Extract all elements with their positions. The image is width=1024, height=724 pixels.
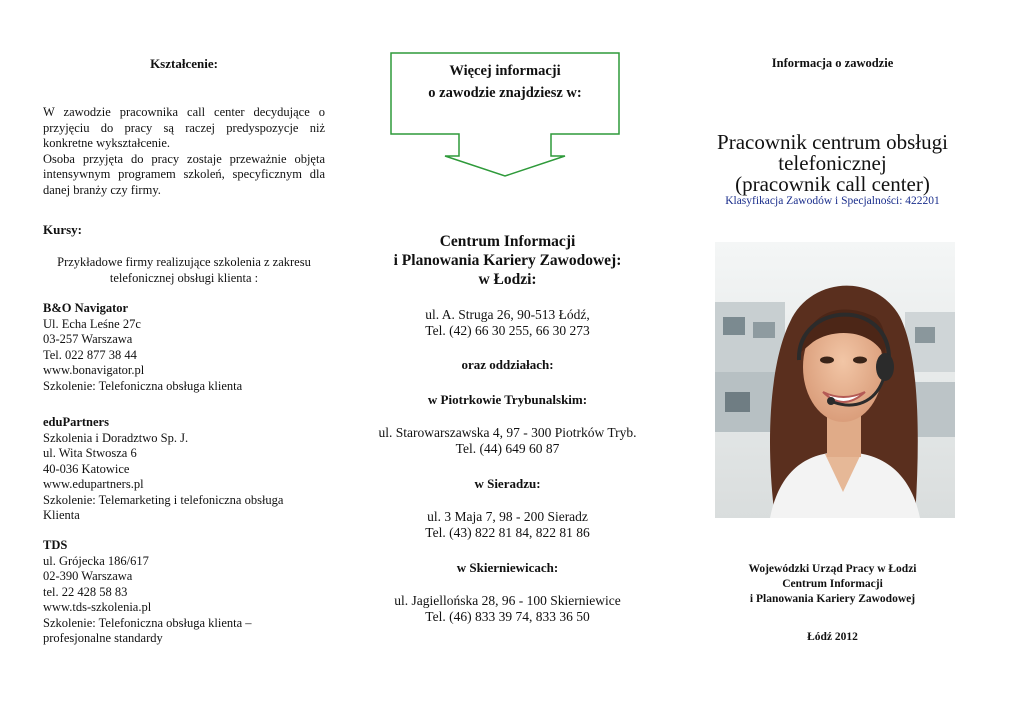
company-bo-navigator	[43, 301, 325, 394]
organisation-line-1: Wojewódzki Urząd Pracy w Łodzi	[748, 563, 917, 575]
company-website: www.edupartners.pl	[43, 477, 144, 491]
info-heading: Informacja o zawodzie	[771, 56, 894, 70]
job-title-line-3: (pracownik call center)	[735, 172, 930, 196]
education-text-2: Osoba przyjęta do pracy zostaje przeważnie objęta intensywnym programem szkoleń, specyficznym dla danej branży czy firmy.	[43, 151, 325, 197]
centre-title-line-1: Centrum Informacji	[439, 233, 576, 250]
company-city: 40-036 Katowice	[43, 461, 130, 476]
branch-city-sieradz: w Sieradzu:	[474, 476, 541, 491]
arrow-line-2: o zawodzie znajdziesz w:	[428, 85, 582, 101]
centre-title-line-3: w Łodzi:	[478, 271, 537, 288]
company-training: Szkolenie: Telefoniczna obsługa klienta –	[43, 615, 252, 630]
branch-address: ul. 3 Maja 7, 98 - 200 Sieradz	[427, 509, 588, 524]
branch-piotrkow	[355, 425, 660, 457]
company-subtitle: Szkolenia i Doradztwo Sp. J.	[43, 430, 189, 445]
job-title	[690, 132, 975, 195]
company-training-cont: Klienta	[43, 508, 80, 522]
company-website: www.tds-szkolenia.pl	[43, 600, 152, 614]
branch-address: ul. Starowarszawska 4, 97 - 300 Piotrków Tryb.	[378, 425, 637, 440]
organisation-line-3: i Planowania Kariery Zawodowej	[749, 593, 916, 605]
company-address: ul. Wita Stwosza 6	[43, 446, 137, 460]
company-name: eduPartners	[43, 415, 109, 429]
branches-heading: oraz oddziałach:	[461, 357, 554, 372]
branch-city-skierniewice: w Skierniewicach:	[456, 560, 559, 575]
place-and-year: Łódź 2012	[807, 631, 858, 643]
education-heading: Kształcenie:	[150, 56, 218, 71]
company-address: Ul. Echa Leśne 27c	[43, 316, 141, 331]
arrow-callout-text	[390, 60, 620, 104]
main-phone: Tel. (42) 66 30 255, 66 30 273	[425, 323, 590, 338]
company-training-cont: profesjonalne standardy	[43, 631, 163, 645]
education-text	[43, 105, 325, 198]
arrow-callout	[390, 52, 620, 178]
company-website: www.bonavigator.pl	[43, 363, 145, 377]
branch-phone: Tel. (46) 833 39 74, 833 36 50	[425, 609, 590, 624]
company-address: ul. Grójecka 186/617	[43, 553, 149, 568]
company-edupartners	[43, 415, 325, 524]
job-title-line-2: telefonicznej	[778, 151, 887, 175]
arrow-line-1: Więcej informacji	[449, 63, 561, 79]
company-tds	[43, 538, 325, 647]
company-phone: tel. 22 428 58 83	[43, 584, 128, 599]
courses-heading: Kursy:	[43, 222, 82, 237]
organisation	[690, 562, 975, 607]
company-phone: Tel. 022 877 38 44	[43, 347, 137, 362]
branch-city-piotrkow: w Piotrkowie Trybunalskim:	[427, 392, 588, 407]
call-center-agent-photo	[715, 242, 955, 518]
branch-phone: Tel. (44) 649 60 87	[455, 441, 560, 456]
centre-title	[355, 232, 660, 289]
branch-sieradz	[355, 509, 660, 541]
branch-phone: Tel. (43) 822 81 84, 822 81 86	[425, 525, 590, 540]
education-text-1: W zawodzie pracownika call center decydujące o przyjęciu do pracy są raczej predyspozycje niż konkretne wykształcenie.	[43, 105, 325, 150]
organisation-line-2: Centrum Informacji	[782, 578, 883, 590]
branch-skierniewice	[355, 593, 660, 625]
centre-title-line-2: i Planowania Kariery Zawodowej:	[393, 252, 622, 269]
company-training: Szkolenie: Telemarketing i telefoniczna obsługa	[43, 492, 284, 507]
company-city: 03-257 Warszawa	[43, 332, 133, 346]
courses-intro: Przykładowe firmy realizujące szkolenia z zakresu telefonicznej obsługi klienta :	[57, 255, 311, 285]
main-address-block	[355, 307, 660, 339]
company-name: B&O Navigator	[43, 301, 129, 315]
main-address: ul. A. Struga 26, 90-513 Łódź,	[425, 307, 590, 322]
photo-illustration	[715, 242, 955, 518]
branch-address: ul. Jagiellońska 28, 96 - 100 Skierniewice	[394, 593, 621, 608]
classification-code: Klasyfikacja Zawodów i Specjalności: 422201	[725, 195, 940, 207]
company-city: 02-390 Warszawa	[43, 569, 133, 583]
job-title-line-1: Pracownik centrum obsługi	[717, 130, 948, 154]
company-training: Szkolenie: Telefoniczna obsługa klienta	[43, 378, 243, 393]
company-name: TDS	[43, 538, 68, 552]
